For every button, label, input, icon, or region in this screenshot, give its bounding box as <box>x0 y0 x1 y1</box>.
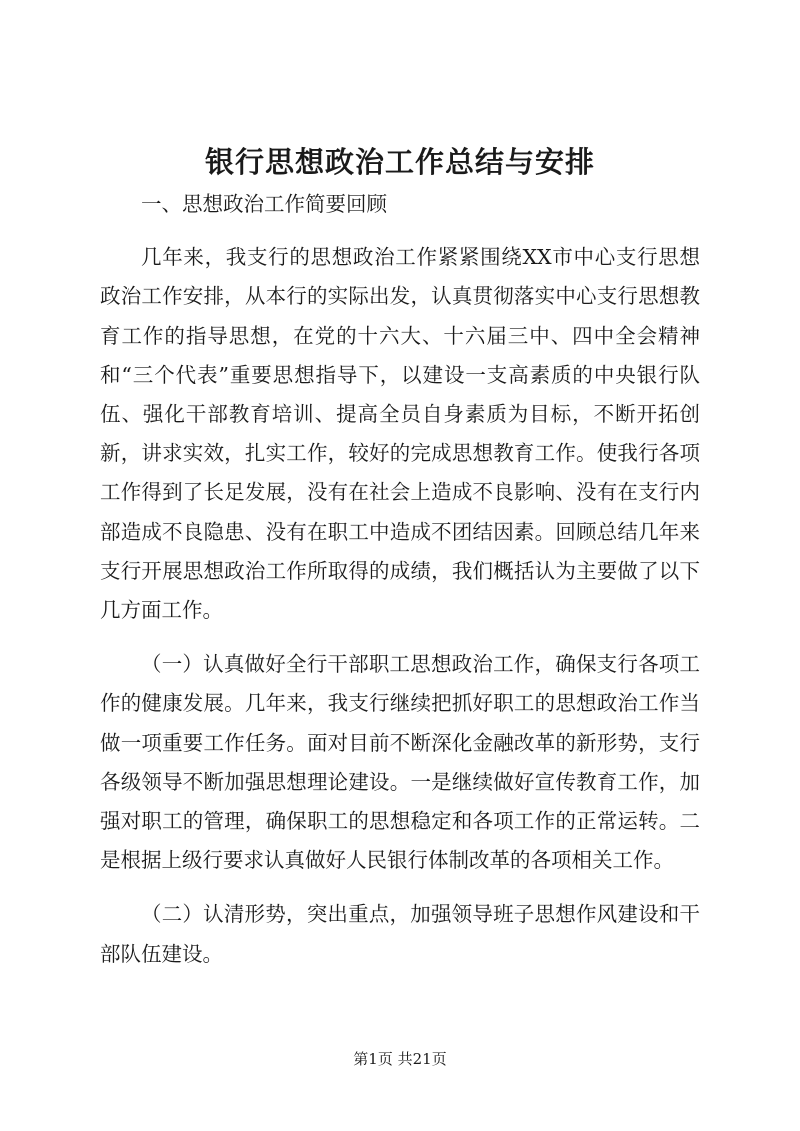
section-heading: 一、思想政治工作简要回顾 <box>141 192 387 216</box>
document-title: 银行思想政治工作总结与安排 <box>204 145 595 179</box>
body-paragraph: （一）认真做好全行干部职工思想政治工作，确保支行各项工作的健康发展。几年来，我支行继续把抓好职工的思想政治工作当做一项重要工作任务。面对目前不断深化金融改革的新形势，支行各级领导不断加强思想理论建设。一是继续做好宣传教育工作，加强对职工的管理，确保职工的思想稳定和各项工作的正常运转。二是根据上级行要求认真做好人民银行体制改革的各项相关工作。 <box>100 652 700 873</box>
page-number-footer: 第1页 共21页 <box>353 1050 447 1068</box>
body-paragraph: 几年来，我支行的思想政治工作紧紧围绕XX市中心支行思想政治工作安排，从本行的实际出发，认真贯彻落实中心支行思想教育工作的指导思想，在党的十六大、十六届三中、四中全会精神和“三个代表”重要思想指导下，以建设一支高素质的中央银行队伍、强化干部教育培训、提高全员自身素质为目标，不断开拓创新，讲求实效，扎实工作，较好的完成思想教育工作。使我行各项工作得到了长足发展，没有在社会上造成不良影响、没有在支行内部造成不良隐患、没有在职工中造成不团结因素。回顾总结几年来支行开展思想政治工作所取得的成绩，我们概括认为主要做了以下几方面工作。 <box>100 245 700 623</box>
body-paragraph: （二）认清形势，突出重点，加强领导班子思想作风建设和干部队伍建设。 <box>100 902 700 966</box>
document-body <box>100 185 700 974</box>
